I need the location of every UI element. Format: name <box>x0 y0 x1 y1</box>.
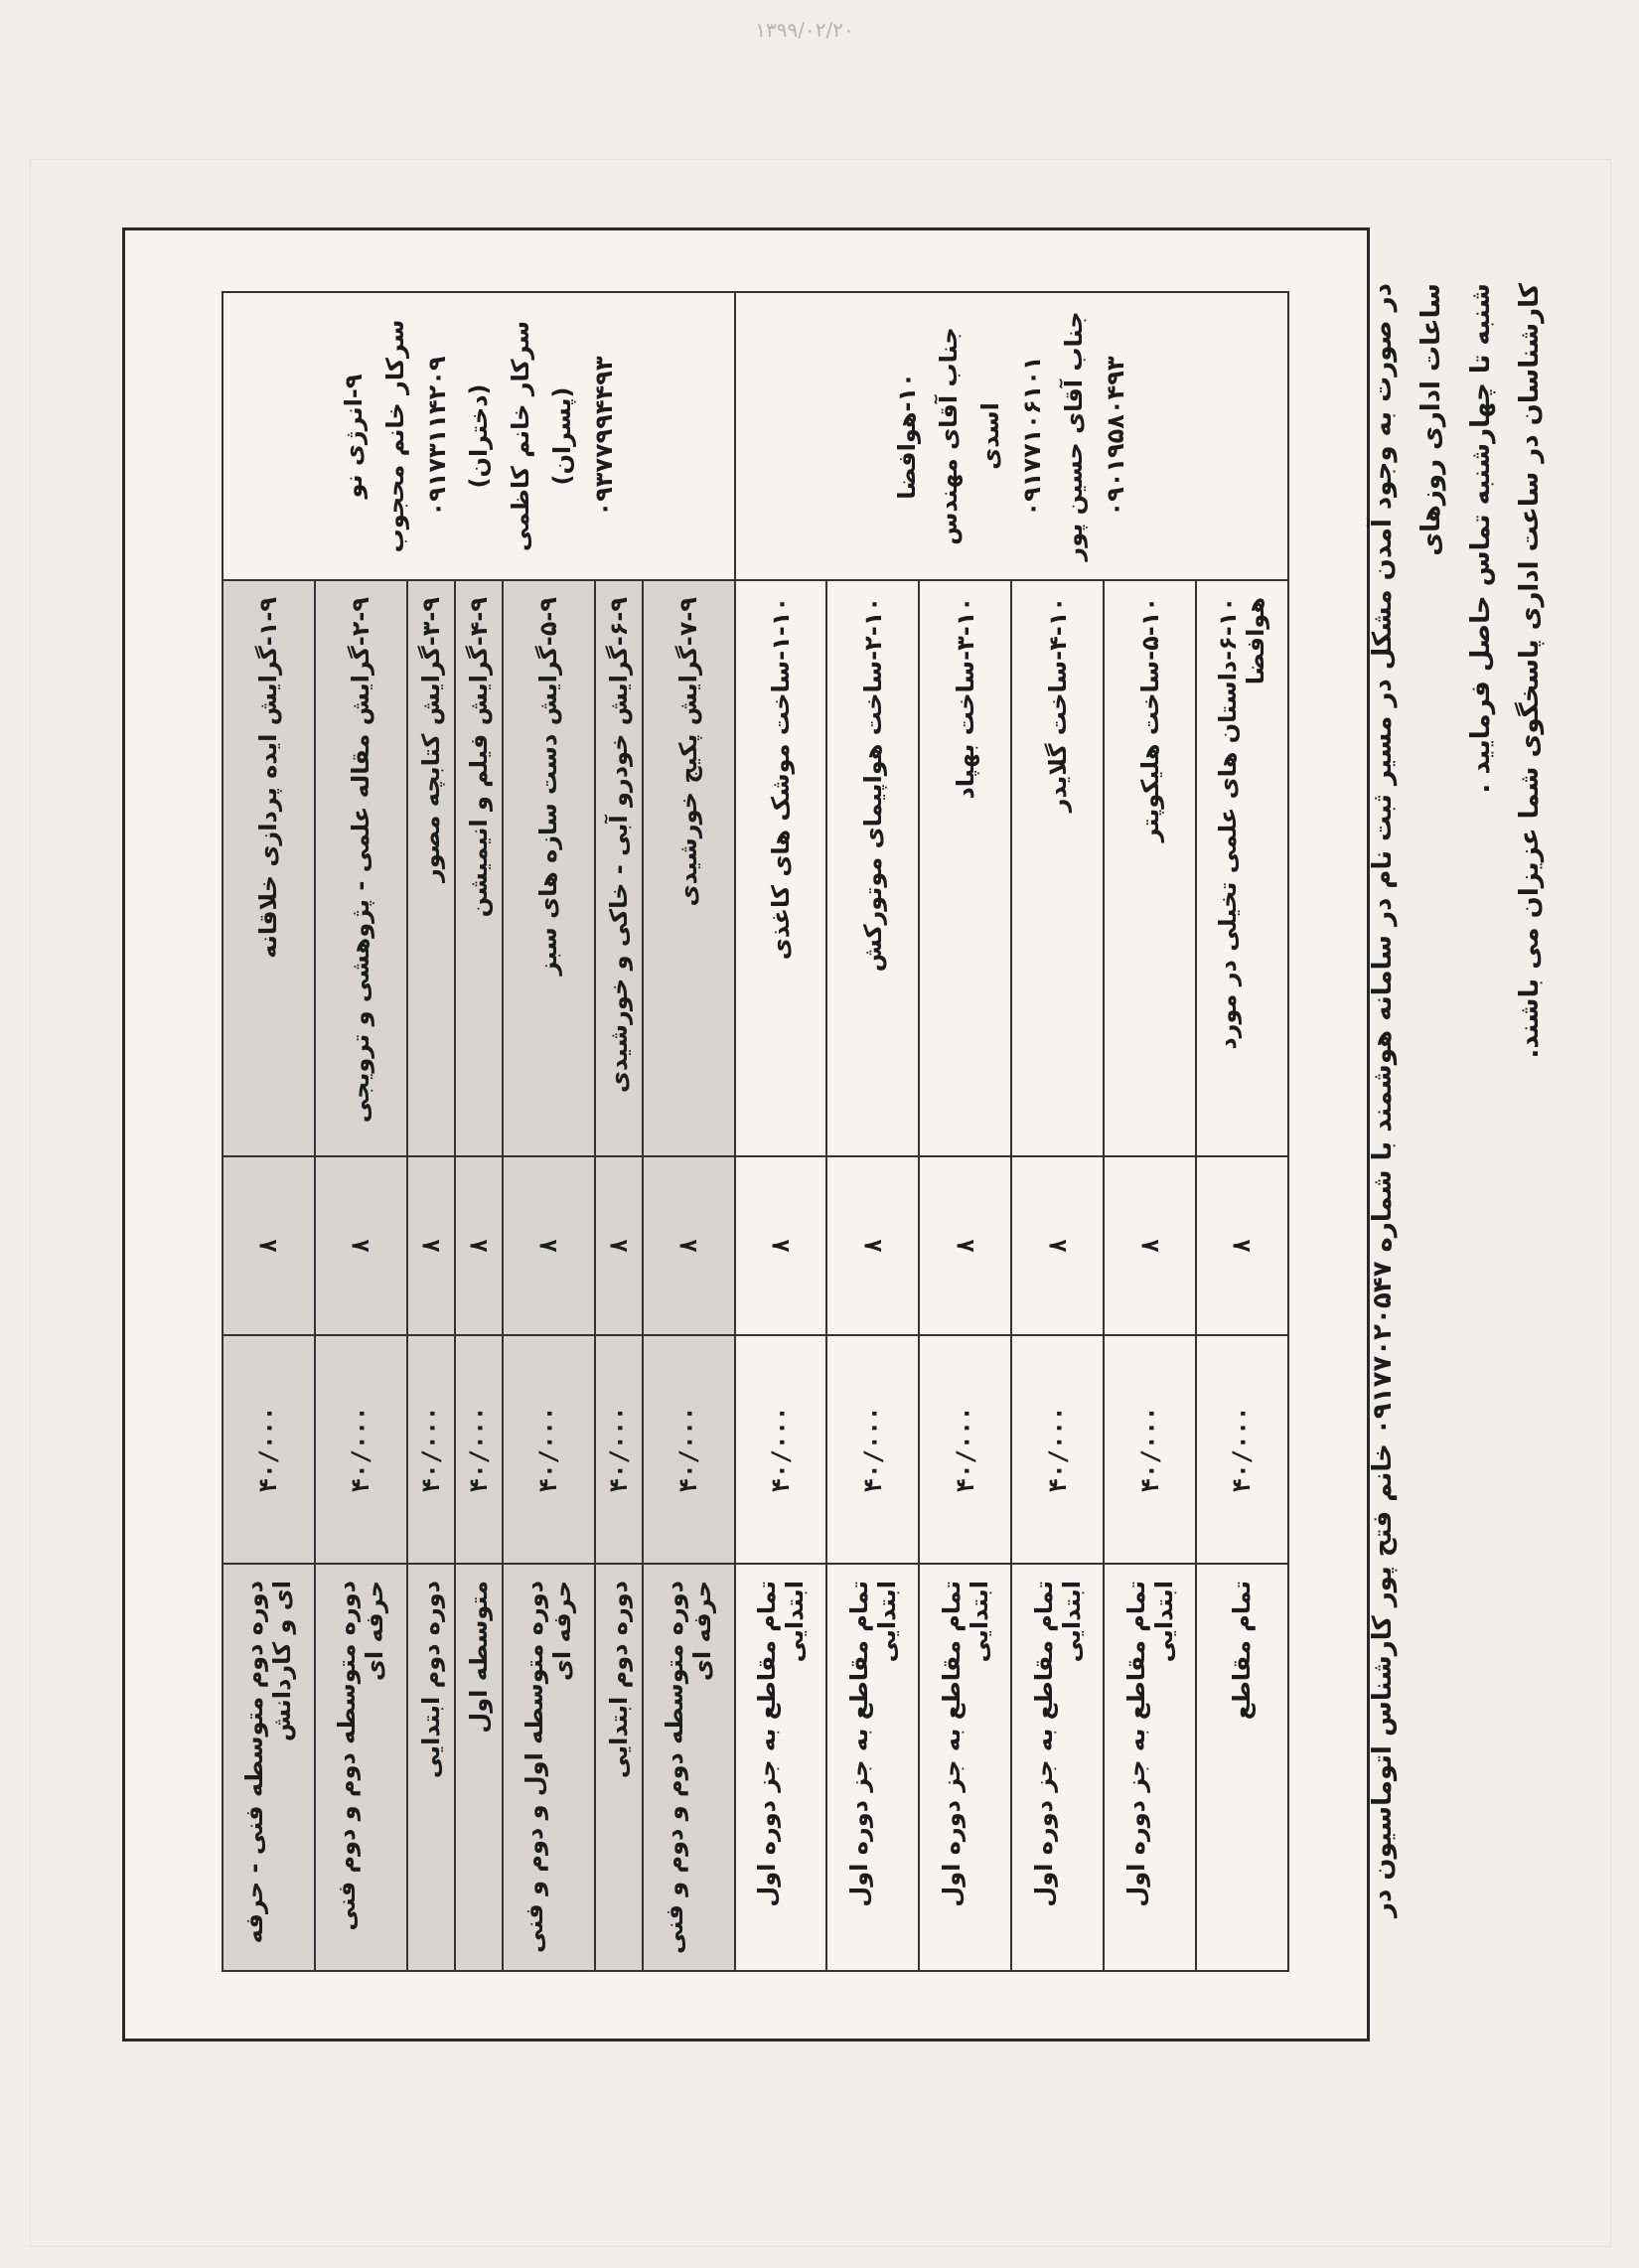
contact-line: سرکار خانم محجوب <box>380 319 409 553</box>
topic-cell: ۲-۱۰-ساخت هواپیمای موتورکش <box>826 580 919 1156</box>
grade-cell: ۸ <box>826 1156 919 1335</box>
price-cell: ۴۰/۰۰۰ <box>735 1335 827 1564</box>
topic-cell: ۳-۱۰-ساخت بهپاد <box>919 580 1011 1156</box>
contact-line: ۹-انرژی نو <box>339 374 368 499</box>
level-cell: دوره متوسطه دوم و دوم و فنی حرفه ای <box>643 1564 735 1971</box>
contact-line: سرکار خانم کاظمی <box>506 320 534 552</box>
contact-line: جناب آقای حسین پور <box>1060 311 1089 561</box>
level-cell: تمام مقاطع به جز دوره اول ابتدایی <box>1104 1564 1196 1971</box>
grade-cell: ۸ <box>503 1156 595 1335</box>
contact-line: جناب آقای مهندس <box>935 327 964 545</box>
contact-line: (پسران) <box>547 386 576 486</box>
price-cell: ۴۰/۰۰۰ <box>407 1335 455 1564</box>
grade-cell: ۸ <box>595 1156 643 1335</box>
contact-line: ۰۹۰۱۹۵۸۰۴۹۳ <box>1102 356 1130 517</box>
contact-line: ۰۹۱۷۳۱۱۴۲۰۹ <box>422 356 451 517</box>
topic-cell: ۶-۱۰-داستان های علمی تخیلی در مورد هوافضا <box>1196 580 1288 1156</box>
level-cell: تمام مقاطع به جز دوره اول ابتدایی <box>826 1564 919 1971</box>
level-cell: تمام مقاطع به جز دوره اول ابتدایی <box>919 1564 1011 1971</box>
level-cell: دوره متوسطه اول و دوم و فنی حرفه ای <box>503 1564 595 1971</box>
level-cell: تمام مقاطع به جز دوره اول ابتدایی <box>1011 1564 1104 1971</box>
grade-cell: ۸ <box>1104 1156 1196 1335</box>
price-cell: ۴۰/۰۰۰ <box>455 1335 503 1564</box>
group-contact-cell <box>223 292 735 580</box>
rotated-page <box>122 233 1546 2041</box>
topic-cell: ۴-۹-گرایش فیلم و انیمیشن <box>455 580 503 1156</box>
level-cell: تمام مقاطع <box>1196 1564 1288 1971</box>
level-cell: متوسطه اول <box>455 1564 503 1971</box>
level-cell: دوره دوم ابتدایی <box>595 1564 643 1971</box>
topic-cell: ۱-۱۰-ساخت موشک های کاغذی <box>735 580 827 1156</box>
price-cell: ۴۰/۰۰۰ <box>1104 1335 1196 1564</box>
footer-line: کارشناسان در ساعت اداری پاسخگوی شما عزیزان می باشند. <box>1515 283 1546 1059</box>
topic-cell: ۱-۹-گرایش ایده پردازی خلاقانه <box>223 580 315 1156</box>
grade-cell: ۸ <box>643 1156 735 1335</box>
contact-line: ۰۹۱۷۷۱۰۶۱۰۱ <box>1018 356 1047 517</box>
header-faint-text: ۱۳۹۹/۰۲/۲۰ <box>755 18 854 42</box>
contact-line: ۰۹۳۷۷۹۹۴۴۹۳ <box>589 356 618 517</box>
price-cell: ۴۰/۰۰۰ <box>315 1335 407 1564</box>
level-cell: دوره متوسطه دوم و دوم فنی حرفه ای <box>315 1564 407 1971</box>
level-cell: تمام مقاطع به جز دوره اول ابتدایی <box>735 1564 827 1971</box>
topic-cell: ۵-۹-گرایش دست سازه های سبز <box>503 580 595 1156</box>
footer-line: شنبه تا چهارشنبه تماس حاصل فرمایید . <box>1465 283 1496 794</box>
level-cell: دوره دوم ابتدایی <box>407 1564 455 1971</box>
grade-cell: ۸ <box>315 1156 407 1335</box>
table-row <box>223 292 315 1971</box>
grade-cell: ۸ <box>455 1156 503 1335</box>
topic-cell: ۷-۹-گرایش پکیج خورشیدی <box>643 580 735 1156</box>
contact-line: ۱۰-هوافضا <box>893 373 922 500</box>
table-row <box>735 292 827 1971</box>
footer-line: در صورت به وجود آمدن مشکل در مسیر ثبت نام در سامانه هوشمند با شماره ۰۹۱۷۷۰۲۰۵۴۷ خانم فتح پور کارشناس اتوماسیون در ساعات اداری روزهای <box>1368 283 1447 1917</box>
price-cell: ۴۰/۰۰۰ <box>643 1335 735 1564</box>
price-cell: ۴۰/۰۰۰ <box>1011 1335 1104 1564</box>
grade-cell: ۸ <box>1196 1156 1288 1335</box>
grade-cell: ۸ <box>735 1156 827 1335</box>
grade-cell: ۸ <box>407 1156 455 1335</box>
footer-note <box>1359 283 1556 1972</box>
topic-cell: ۳-۹-گرایش کتابچه مصور <box>407 580 455 1156</box>
topic-cell: ۲-۹-گرایش مقاله علمی - پژوهشی و ترویجی <box>315 580 407 1156</box>
level-cell: دوره دوم متوسطه فنی - حرفه ای و کاردانش <box>223 1564 315 1971</box>
price-cell: ۴۰/۰۰۰ <box>826 1335 919 1564</box>
grade-cell: ۸ <box>919 1156 1011 1335</box>
price-cell: ۴۰/۰۰۰ <box>595 1335 643 1564</box>
topic-cell: ۴-۱۰-ساخت گلایدر <box>1011 580 1104 1156</box>
grade-cell: ۸ <box>223 1156 315 1335</box>
contact-line: اسدی <box>976 402 1005 470</box>
price-cell: ۴۰/۰۰۰ <box>919 1335 1011 1564</box>
grade-cell: ۸ <box>1011 1156 1104 1335</box>
price-cell: ۴۰/۰۰۰ <box>223 1335 315 1564</box>
price-cell: ۴۰/۰۰۰ <box>1196 1335 1288 1564</box>
contact-line: (دختران) <box>464 383 493 489</box>
group-contact-cell <box>735 292 1288 580</box>
price-cell: ۴۰/۰۰۰ <box>503 1335 595 1564</box>
course-table <box>222 291 1289 1972</box>
topic-cell: ۶-۹-گرایش خودرو آبی - خاکی و خورشیدی <box>595 580 643 1156</box>
topic-cell: ۵-۱۰-ساخت هلیکوپتر <box>1104 580 1196 1156</box>
